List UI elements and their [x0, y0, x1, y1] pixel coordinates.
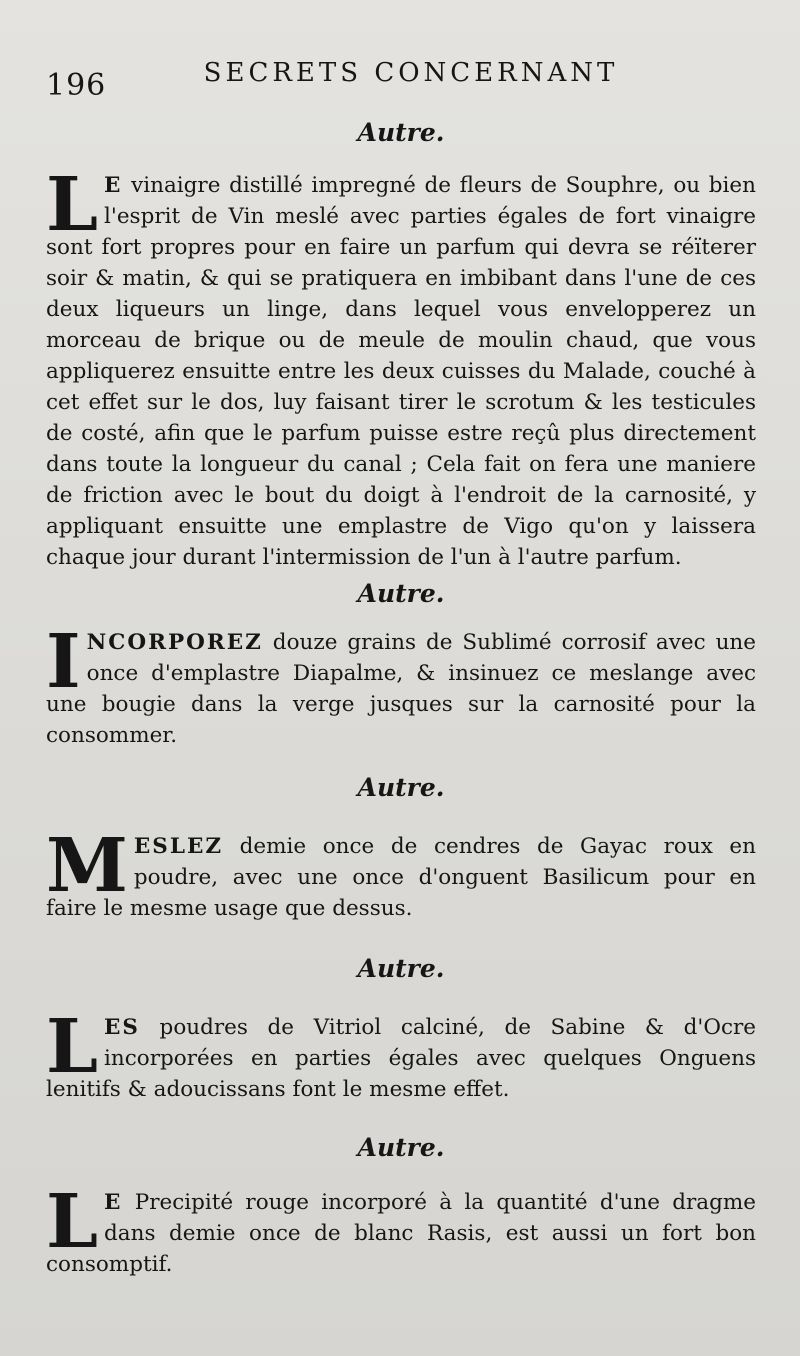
lead-word: ES: [104, 1015, 140, 1040]
paragraph: [46, 619, 756, 751]
lead-word: E: [104, 1190, 123, 1215]
paragraph-text: Precipité rouge incorporé à la quantité d'une dragme dans demie once de blanc Rasis, est aussi un fort bon consomptif.: [46, 1190, 756, 1277]
page-header: [46, 58, 756, 104]
paragraph-text: demie once de cendres de Gayac roux en poudre, avec une once d'onguent Basilicum pour en faire le mesme usage que dessus.: [46, 834, 756, 921]
lead-word: ESLEZ: [133, 834, 224, 859]
section-title: Autre.: [357, 579, 445, 608]
paragraph: [46, 162, 756, 573]
paragraph: [46, 1179, 756, 1280]
paragraph: [46, 1004, 756, 1105]
drop-cap: L: [46, 1004, 99, 1090]
lead-word: NCORPOREZ: [86, 630, 263, 655]
page-number: 196: [46, 68, 107, 103]
lead-word: E: [104, 173, 123, 198]
drop-cap: L: [46, 1179, 99, 1265]
section-4: [46, 954, 756, 1105]
section-2: [46, 579, 756, 751]
paragraph-text: douze grains de Sublimé corrosif avec une once d'emplastre Diapalme, & insinuez ce meslange avec une bougie dans la verge jusques sur la carnosité pour la consommer.: [46, 630, 756, 748]
section-title: Autre.: [357, 954, 445, 983]
paragraph-text: vinaigre distillé impregné de fleurs de Souphre, ou bien l'esprit de Vin meslé avec parties égales de fort vinaigre sont fort propres pour en faire un parfum qui devra se réïterer soir & matin, & qui se pratiquera en imbibant dans l'une de ces deux liqueurs un linge, dans lequel vous envelopperez un morceau de brique ou de meule de moulin chaud, que vous appliquerez ensuitte entre les deux cuisses du Malade, couché à cet effet sur le dos, luy faisant tirer le scrotum & les testicules de costé, afin que le parfum puisse estre reçû plus directement dans toute la longueur du canal ; Cela fait on fera une maniere de friction avec le bout du doigt à l'endroit de la carnosité, y appliquant ensuitte une emplastre de Vigo qu'on y laissera chaque jour durant l'intermission de l'un à l'autre parfum.: [46, 173, 756, 570]
drop-cap: L: [46, 162, 99, 248]
section-title: Autre.: [357, 1133, 445, 1162]
section-1: [46, 118, 756, 573]
section-5: [46, 1133, 756, 1280]
section-title: Autre.: [357, 773, 445, 802]
paragraph: [46, 823, 756, 924]
drop-cap: M: [46, 823, 128, 909]
section-3: [46, 773, 756, 924]
paragraph-text: poudres de Vitriol calciné, de Sabine & d'Ocre incorporées en parties égales avec quelques Onguens lenitifs & adoucissans font le mesme effet.: [46, 1015, 756, 1102]
section-title: Autre.: [357, 118, 445, 147]
drop-cap: I: [46, 619, 81, 705]
running-title: SECRETS CONCERNANT: [203, 58, 619, 88]
